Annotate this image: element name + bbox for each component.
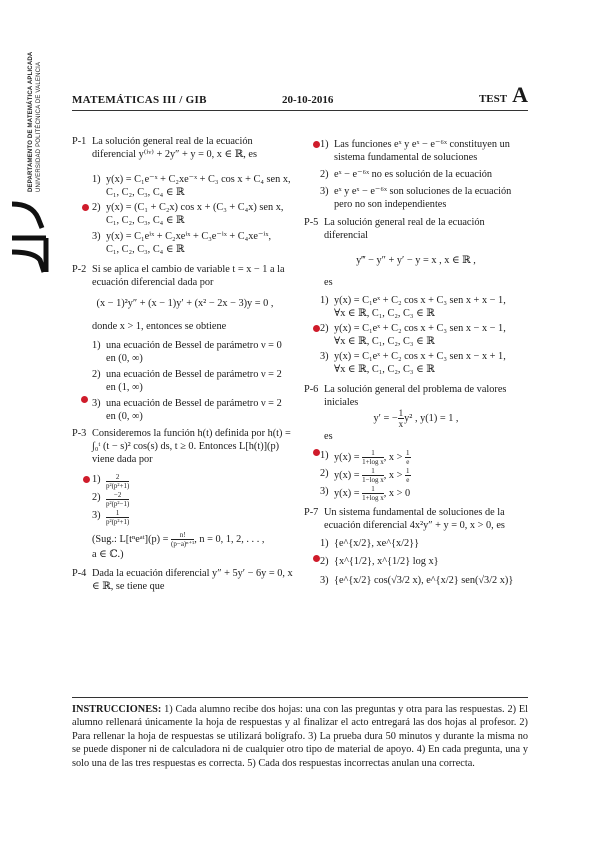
question-number: P-1 <box>72 136 87 147</box>
instructions-label: INSTRUCCIONES: <box>72 704 162 715</box>
exam-header <box>72 82 528 111</box>
option-p2-1[interactable]: 1) una ecuación de Bessel de parámetro ν = 0 en (0, ∞) <box>92 340 282 365</box>
option-p5-1[interactable]: 1) y(x) = C₁eˣ + C₂ cos x + C₃ sen x + x − 1, ∀x ∈ ℝ, C₁, C₂, C₃ ∈ ℝ <box>320 295 506 320</box>
option-p1-1[interactable]: 1) y(x) = C₁e⁻ˣ + C₂xe⁻ˣ + C₃ cos x + C₄ sen x, C₁, C₂, C₃, C₄ ∈ ℝ <box>92 174 291 199</box>
answer-mark-p7 <box>313 555 320 562</box>
answer-mark-p2 <box>81 396 88 403</box>
option-p4-1[interactable]: 1) Las funciones eˣ y eˣ − e⁻⁶ˣ constituyen un sistema fundamental de soluciones <box>320 139 510 164</box>
answer-mark-p1 <box>82 204 89 211</box>
option-p2-2[interactable]: 2) una ecuación de Bessel de parámetro ν = 2 en (1, ∞) <box>92 369 282 394</box>
option-p4-2[interactable]: 2) eˣ − e⁻⁶ˣ no es solución de la ecuación <box>320 169 493 180</box>
option-p1-3[interactable]: 3) y(x) = C₁eⁱˣ + C₂xeⁱˣ + C₃e⁻ⁱˣ + C₄xe⁻ⁱˣ, C₁, C₂, C₃, C₄ ∈ ℝ <box>92 231 272 256</box>
equation-p2: (x − 1)²y″ + (x − 1)y′ + (x² − 2x − 3)y = 0 , <box>96 298 274 309</box>
logo-line-1: DEPARTAMENTO DE MATEMÁTICA APLICADA <box>28 51 34 192</box>
course-title: MATEMÁTICAS III / GIB <box>72 94 207 106</box>
exam-date: 20-10-2016 <box>282 94 334 106</box>
option-p6-3[interactable]: 3) y(x) = $\frac{1}{\text{1+log x}}$ , x > 0 <box>320 485 411 502</box>
question-p3: P-3 Consideremos la función h(t) definida por h(t) = ∫₀ᵗ (t − s)² cos(s) ds, t ≥ 0. Entonces L[h(t)](p) viene dada por <box>72 428 291 466</box>
option-p7-1[interactable]: 1) {e^{x/2}, xe^{x/2}} <box>320 538 420 549</box>
option-p3-2[interactable]: 2) $\frac{-2}{\text{p²(p²−1)}}$ <box>92 491 130 508</box>
option-p3-1[interactable]: 1) $\frac{2}{\text{p²(p²+1)}}$ <box>92 473 130 490</box>
question-p6: P-6 La solución general del problema de valores iniciales <box>304 384 507 409</box>
option-p3-3[interactable]: 3) $\frac{1}{\text{p²(p²+1)}}$ <box>92 509 130 526</box>
instructions-body: 1) Cada alumno recibe dos hojas: una con las preguntas y otra para las respuestas. 2) El alumno rellenará únicamente la hoja de respuestas y al finalizar el acto entregará las dos hojas al profesor. 2) Para rellenar la hoja de respuestas se utilizará bolígrafo. 3) La prueba dura 50 minutos y durante la misma no se puede disponer ni de calculadora ni de cualquier otro tipo de material de apoyo. 4) En cada pregunta, una y solo una de las tres respuestas es correcta. 5) Cada dos respuestas incorrectas anulan una correcta. <box>72 704 528 769</box>
option-p1-2[interactable]: 2) y(x) = (C₁ + C₂x) cos x + (C₃ + C₄x) sen x, C₁, C₂, C₃, C₄ ∈ ℝ <box>92 202 284 227</box>
option-p5-2[interactable]: 2) y(x) = C₁eˣ + C₂ cos x + C₃ sen x − x − 1, ∀x ∈ ℝ, C₁, C₂, C₃ ∈ ℝ <box>320 323 506 348</box>
question-p7: P-7 Un sistema fundamental de soluciones de la ecuación diferencial 4x²y″ + y = 0, x > 0, es <box>304 507 505 532</box>
equation-p6: y′ = − $\frac{1}{x}$ y² , y(1) = 1 , <box>373 408 459 429</box>
option-p2-3[interactable]: 3) una ecuación de Bessel de parámetro ν = 2 en (0, ∞) <box>92 398 282 423</box>
option-p4-3[interactable]: 3) eˣ y eˣ − e⁻⁶ˣ son soluciones de la ecuación pero no son independientes <box>320 186 512 211</box>
question-p5-after: es <box>324 277 333 288</box>
test-label: TEST A <box>478 82 528 107</box>
dma-logo-icon <box>8 198 52 280</box>
answer-mark-p3 <box>83 476 90 483</box>
equation-p5: y‴ − y″ + y′ − y = x , x ∈ ℝ , <box>356 255 476 266</box>
instructions-rule <box>72 697 528 698</box>
question-p4: P-4 Dada la ecuación diferencial y″ + 5y′ − 6y = 0, x ∈ ℝ, se tiene que <box>72 568 293 593</box>
question-p1 <box>72 135 298 161</box>
option-p7-3[interactable]: 3) {e^{x/2} cos(√3/2 x), e^{x/2} sen(√3/2 x)} <box>320 575 514 586</box>
test-version: A <box>512 82 528 107</box>
answer-mark-p5 <box>313 325 320 332</box>
department-logo <box>6 51 64 278</box>
logo-line-2: UNIVERSIDAD POLITÉCNICA DE VALENCIA <box>36 61 42 192</box>
question-text: La solución general real de la ecuación diferencial y⁽ⁱᵛ⁾ + 2y″ + y = 0, x ∈ ℝ, es <box>92 136 257 161</box>
instructions <box>72 703 528 770</box>
question-p3-hint: (Sug.: L[tⁿeᵃᵗ](p) = $\frac{n!}{\text{(p−a)ⁿ⁺¹}}$ , n = 0, 1, 2, . . . , a ∈ ℂ.) <box>92 531 265 560</box>
option-p5-3[interactable]: 3) y(x) = C₁eˣ + C₂ cos x + C₃ sen x − x + 1, ∀x ∈ ℝ, C₁, C₂, C₃ ∈ ℝ <box>320 351 506 376</box>
answer-mark-p4 <box>313 141 320 148</box>
question-p5: P-5 La solución general real de la ecuación diferencial <box>304 217 485 242</box>
option-p7-2[interactable]: 2) {x^{1/2}, x^{1/2} log x} <box>320 556 439 567</box>
question-p2: P-2 Si se aplica el cambio de variable t = x − 1 a la ecuación diferencial dada por <box>72 264 285 289</box>
question-p6-after: es <box>324 431 333 442</box>
option-p6-1[interactable]: 1) y(x) = $\frac{1}{\text{1+log x}}$ , x > $\frac{1}{e}$ <box>320 449 410 466</box>
option-p6-2[interactable]: 2) y(x) = $\frac{1}{\text{1−log x}}$ , x > $\frac{1}{e}$ <box>320 467 410 484</box>
answer-mark-p6 <box>313 449 320 456</box>
question-p2-after: donde x > 1, entonces se obtiene <box>92 321 227 332</box>
